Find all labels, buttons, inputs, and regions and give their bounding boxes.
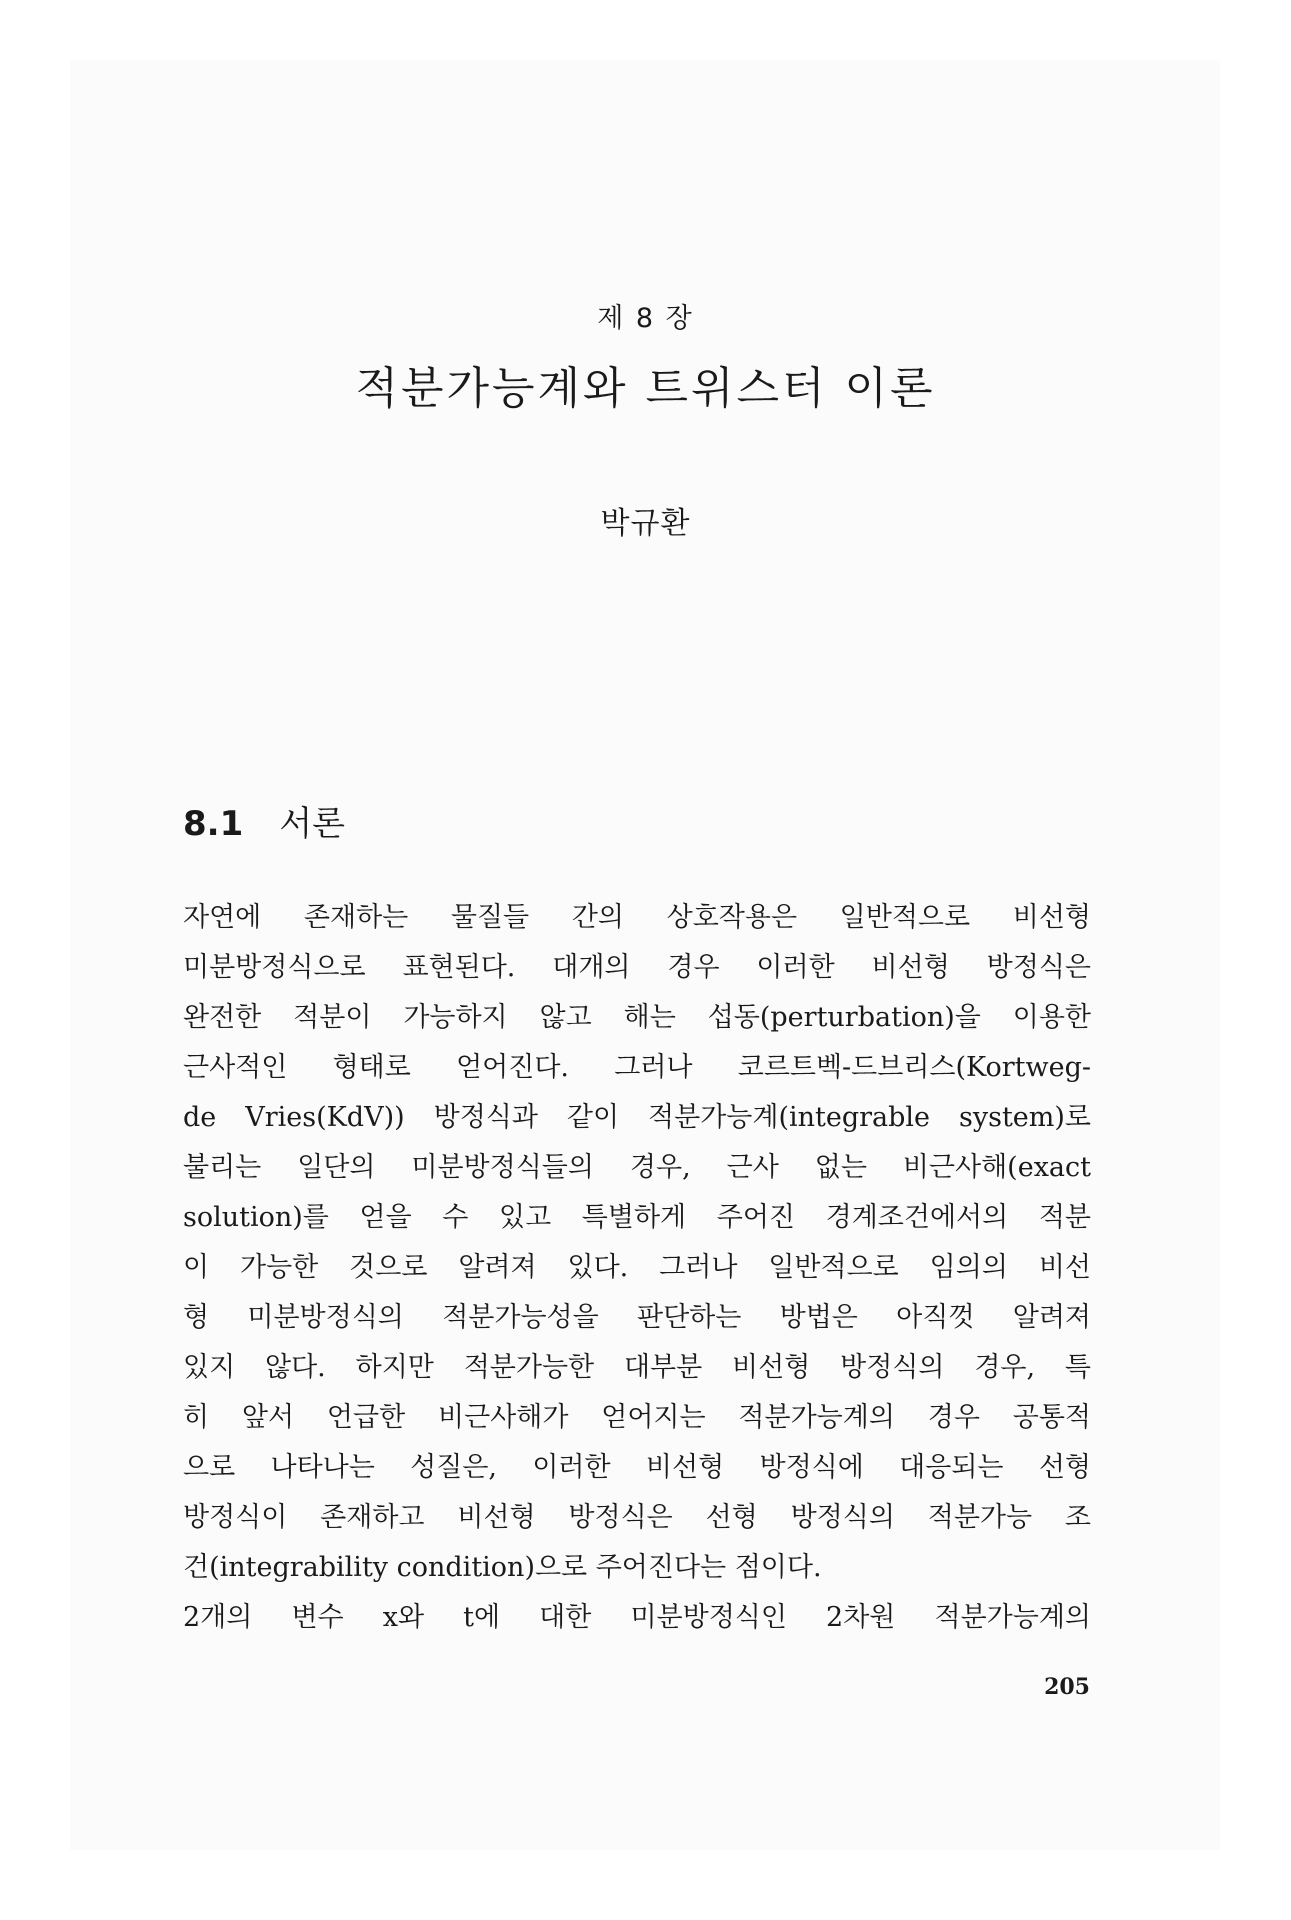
section-title: 서론 [279,804,345,844]
body-line: 미분방정식으로 표현된다. 대개의 경우 이러한 비선형 방정식은 [183,952,1091,983]
body-line: 자연에 존재하는 물질들 간의 상호작용은 일반적으로 비선형 [183,902,1091,933]
body-line: 히 앞서 언급한 비근사해가 얻어지는 적분가능계의 경우 공통적 [183,1402,1091,1433]
body-line: 이 가능한 것으로 알려져 있다. 그러나 일반적으로 임의의 비선 [183,1252,1091,1283]
section-number: 8.1 [183,804,244,844]
body-line: de Vries(KdV)) 방정식과 같이 적분가능계(integrable system)로 [183,1102,1091,1133]
body-line: 근사적인 형태로 얻어진다. 그러나 코르트벡-드브리스(Kortweg- [183,1052,1091,1083]
body-line: 건(integrability condition)으로 주어진다는 점이다. [183,1552,822,1583]
body-line: 형 미분방정식의 적분가능성을 판단하는 방법은 아직껏 알려져 [183,1302,1091,1333]
body-line: 완전한 적분이 가능하지 않고 해는 섭동(perturbation)을 이용한 [183,1002,1091,1033]
body-line: 방정식이 존재하고 비선형 방정식은 선형 방정식의 적분가능 조 [183,1502,1091,1533]
chapter-label: 제 8 장 [597,303,694,334]
author-name: 박규환 [600,506,691,541]
page-number: 205 [1044,1674,1090,1700]
section-heading [183,796,345,845]
body-text [183,893,1091,1643]
body-line: 2개의 변수 x와 t에 대한 미분방정식인 2차원 적분가능계의 [183,1602,1091,1633]
body-line: 불리는 일단의 미분방정식들의 경우, 근사 없는 비근사해(exact [183,1152,1091,1183]
body-line: solution)를 얻을 수 있고 특별하게 주어진 경계조건에서의 적분 [183,1202,1091,1233]
body-line: 으로 나타나는 성질은, 이러한 비선형 방정식에 대응되는 선형 [183,1452,1091,1483]
chapter-title: 적분가능계와 트위스터 이론 [355,363,936,414]
body-line: 있지 않다. 하지만 적분가능한 대부분 비선형 방정식의 경우, 특 [183,1352,1091,1383]
